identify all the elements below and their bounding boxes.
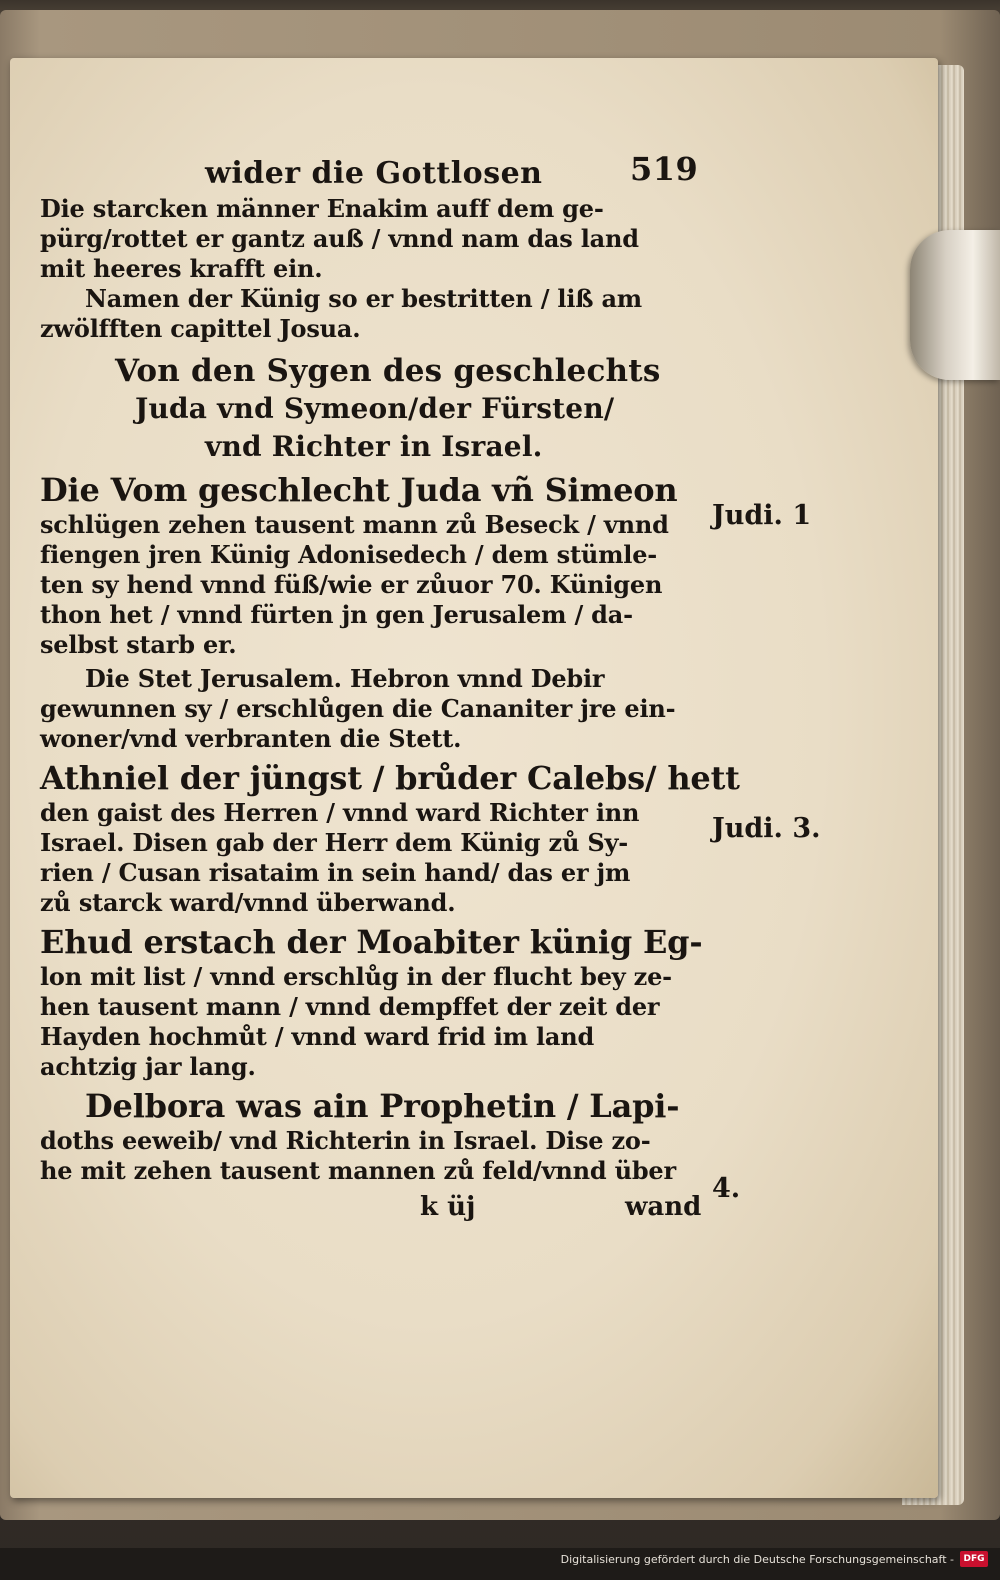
text-line: zů starck ward/vnnd überwand.: [40, 888, 456, 917]
text-line: zwölfften capittel Josua.: [40, 314, 361, 343]
text-line: ten sy hend vnnd füß/wie er zůuor 70. Künigen: [40, 570, 663, 599]
section-heading: Von den Sygen des geschlechts: [115, 353, 661, 389]
text-line: mit heeres krafft ein.: [40, 254, 323, 283]
text-line: Namen der Künig so er bestritten / liß am: [85, 284, 642, 313]
text-line: pürg/rottet er gantz auß / vnnd nam das land: [40, 224, 639, 253]
dfg-logo: DFG: [960, 1551, 988, 1567]
text-line: rien / Cusan risataim in sein hand/ das er jm: [40, 858, 631, 887]
paragraph-opening: Die Vom geschlecht Juda vñ Simeon: [40, 471, 678, 509]
margin-note-four: 4.: [712, 1173, 741, 1204]
paragraph-opening: Athniel der jüngst / brůder Calebs/ hett: [40, 759, 740, 797]
text-line: Die Stet Jerusalem. Hebron vnnd Debir: [85, 664, 605, 693]
text-line: doths eeweib/ vnd Richterin in Israel. Dise zo-: [40, 1126, 651, 1155]
text-line: schlügen zehen tausent mann zů Beseck / vnnd: [40, 510, 669, 539]
folio-number: 519: [630, 150, 699, 188]
margin-note-judic1: Judi. 1: [712, 500, 812, 531]
text-line: he mit zehen tausent mannen zů feld/vnnd über: [40, 1156, 676, 1185]
catchword-line: [40, 1192, 820, 1226]
footer-credit: Digitalisierung gefördert durch die Deutsche Forschungsgemeinschaft -: [560, 1553, 954, 1566]
text-line: fiengen jren Künig Adonisedech / dem stümle-: [40, 540, 658, 569]
signature-mark: k üj: [420, 1192, 476, 1222]
text-line: den gaist des Herren / vnnd ward Richter inn: [40, 798, 640, 827]
text-line: gewunnen sy / erschlůgen die Cananiter jre ein-: [40, 694, 676, 723]
section-heading: vnd Richter in Israel.: [205, 430, 543, 463]
text-line: Die starcken männer Enakim auff dem ge-: [40, 194, 604, 223]
running-head: [40, 150, 820, 194]
paragraph-opening: Ehud erstach der Moabiter künig Eg-: [40, 923, 703, 961]
catchword: wand: [625, 1192, 702, 1222]
printed-text-block: [40, 150, 820, 1226]
margin-note-judic3: Judi. 3.: [712, 813, 821, 844]
bookmark-strip: [910, 230, 1000, 380]
section-heading: Juda vnd Symeon/der Fürsten/: [135, 392, 615, 425]
text-line: Israel. Disen gab der Herr dem Künig zů Sy-: [40, 828, 629, 857]
text-line: woner/vnd verbranten die Stett.: [40, 724, 462, 753]
text-line: lon mit list / vnnd erschlůg in der flucht bey ze-: [40, 962, 672, 991]
text-line: thon het / vnnd fürten jn gen Jerusalem / da-: [40, 600, 633, 629]
text-line: selbst starb er.: [40, 630, 237, 659]
text-line: Hayden hochmůt / vnnd ward frid im land: [40, 1022, 595, 1051]
text-line: hen tausent mann / vnnd dempffet der zeit der: [40, 992, 660, 1021]
text-line: achtzig jar lang.: [40, 1052, 256, 1081]
paragraph-opening: Delbora was ain Prophetin / Lapi-: [85, 1087, 680, 1125]
running-head-title: wider die Gottlosen: [205, 156, 543, 191]
